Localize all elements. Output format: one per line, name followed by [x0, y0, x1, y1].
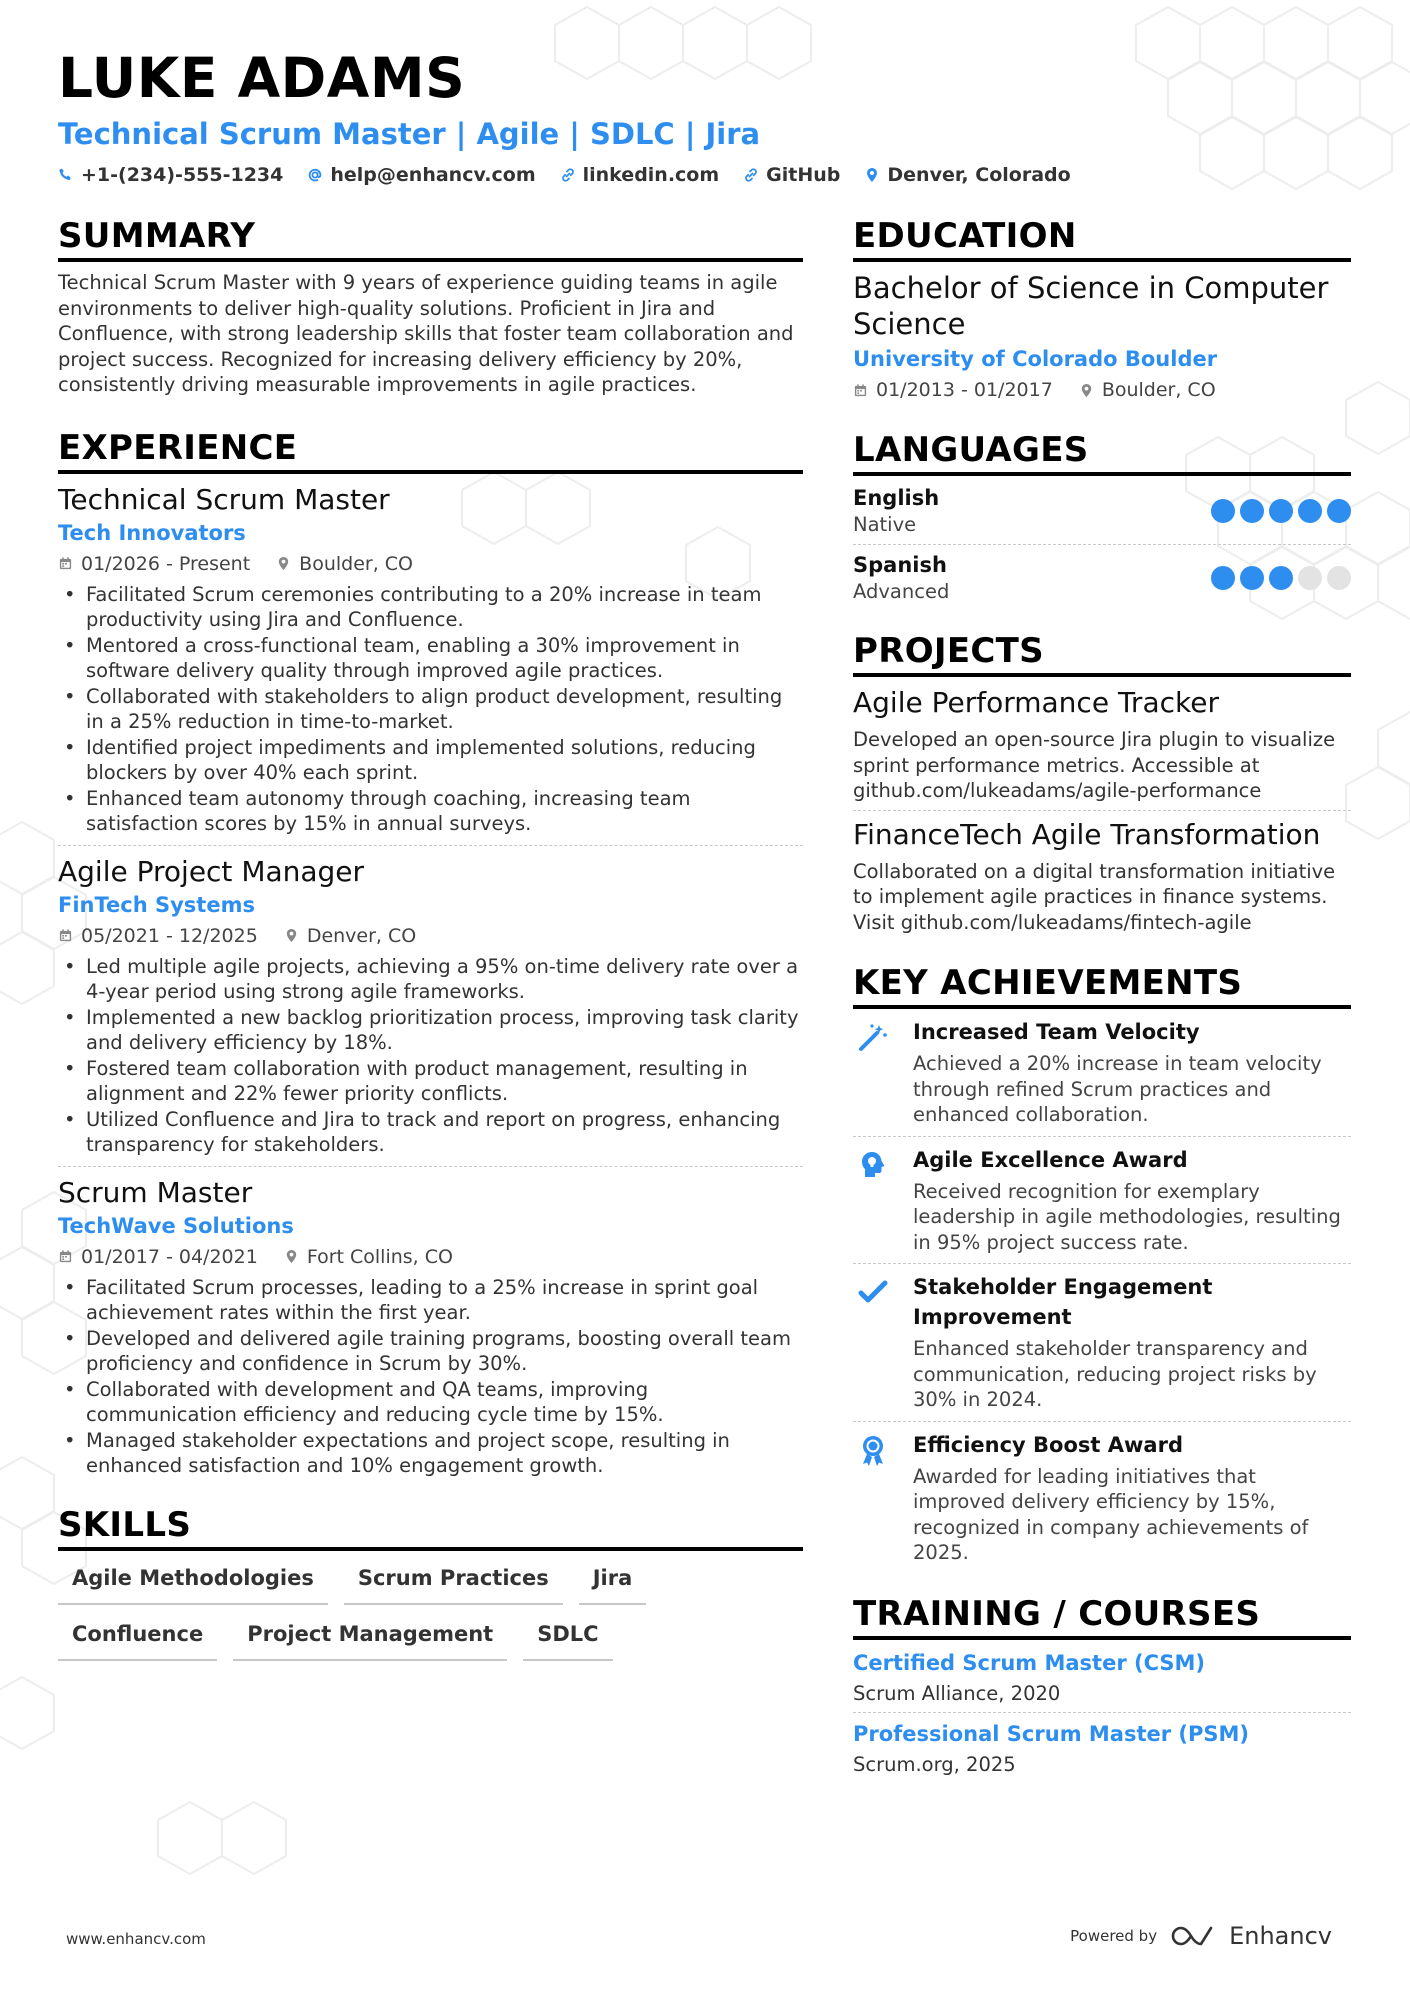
language-item [853, 551, 1351, 605]
candidate-headline: Technical Scrum Master | Agile | SDLC | Jira [58, 117, 761, 151]
candidate-name: LUKE ADAMS [58, 46, 466, 110]
contact-phone[interactable] [58, 164, 283, 186]
job-title: Scrum Master [58, 1175, 253, 1209]
language-rating [1211, 566, 1351, 590]
summary-section [58, 214, 803, 398]
course-title: Certified Scrum Master (CSM) [853, 1650, 1206, 1675]
contact-email[interactable] [307, 164, 535, 186]
at-icon [307, 167, 323, 183]
left-column [58, 214, 803, 1661]
project-description: Developed an open-source Jira plugin to visualize sprint performance metrics. Accessible at github.com/lukeadams/agile-performance [853, 728, 1336, 802]
job-entry [58, 854, 803, 1158]
achievement-item [853, 1017, 1351, 1128]
project-item [853, 817, 1351, 936]
job-dates-text: 01/2017 - 04/2021 [81, 1245, 258, 1268]
training-section [853, 1592, 1351, 1779]
divider [853, 810, 1351, 811]
summary-text: Technical Scrum Master with 9 years of experience guiding teams in agile environments to deliver high-quality solutions. Proficient in Jira and Confluence, with strong leadership skills that foster team collaboration and project success. Recognized for increasing delivery efficiency by 20%, consistently driving measurable improvements in agile practices. [58, 271, 794, 396]
job-bullets [58, 954, 803, 1158]
education-dates-text: 01/2013 - 01/2017 [876, 379, 1053, 401]
project-title: FinanceTech Agile Transformation [853, 817, 1321, 851]
contact-linkedin[interactable] [560, 164, 720, 186]
divider [853, 1136, 1351, 1137]
divider [58, 845, 803, 846]
right-column [853, 214, 1351, 1779]
contact-linkedin-text: linkedin.com [582, 164, 720, 186]
languages-section [853, 428, 1351, 605]
job-dates [58, 550, 250, 578]
footer-branding[interactable] [1070, 1922, 1332, 1950]
education-heading: EDUCATION [853, 214, 1351, 262]
skill-tag: Project Management [233, 1619, 507, 1661]
achievement-title: Stakeholder Engagement Improvement [913, 1275, 1213, 1329]
education-location [1079, 376, 1216, 404]
skill-tag: Scrum Practices [344, 1563, 563, 1605]
rating-dot [1240, 499, 1264, 523]
achievement-icon-wrap [853, 1430, 893, 1566]
job-title: Agile Project Manager [58, 854, 365, 888]
skill-tag: Confluence [58, 1619, 217, 1661]
job-location [284, 922, 416, 950]
head-lightbulb-icon [857, 1149, 889, 1181]
job-location [284, 1243, 453, 1271]
job-entry [58, 1175, 803, 1479]
achievement-title: Agile Excellence Award [913, 1147, 1188, 1172]
job-dates-text: 01/2026 - Present [81, 552, 251, 575]
job-bullet: • Utilized Confluence and Jira to track and report on progress, enhancing transparency for stakeholders. [58, 1107, 803, 1158]
job-dates [58, 1243, 258, 1271]
phone-icon [58, 167, 74, 183]
contact-location-text: Denver, Colorado [887, 164, 1071, 186]
experience-section [58, 426, 803, 1479]
job-bullet: • Facilitated Scrum ceremonies contributing to a 20% increase in team productivity using Jira and Confluence. [58, 582, 803, 633]
job-bullet: • Developed and delivered agile training programs, boosting overall team proficiency and confidence in Scrum by 30%. [58, 1326, 803, 1377]
achievement-item [853, 1430, 1351, 1566]
rating-dot [1269, 499, 1293, 523]
achievement-icon-wrap [853, 1272, 893, 1413]
job-bullets [58, 582, 803, 837]
divider [853, 544, 1351, 545]
education-dates [853, 376, 1053, 404]
achievement-title: Efficiency Boost Award [913, 1432, 1183, 1457]
course-item [853, 1719, 1351, 1779]
location-pin-icon [284, 1249, 299, 1264]
job-bullet: • Collaborated with development and QA teams, improving communication efficiency and reducing cycle time by 15%. [58, 1377, 803, 1428]
job-bullet: • Facilitated Scrum processes, leading to a 25% increase in sprint goal achievement rates within the first year. [58, 1275, 803, 1326]
divider [853, 1712, 1351, 1713]
education-section [853, 214, 1351, 404]
training-heading: TRAINING / COURSES [853, 1592, 1351, 1640]
achievement-item [853, 1145, 1351, 1256]
job-dates-text: 05/2021 - 12/2025 [81, 924, 258, 947]
achievement-description: Enhanced stakeholder transparency and communication, reducing project risks by 30% in 2024. [913, 1337, 1317, 1411]
job-bullet: • Managed stakeholder expectations and project scope, resulting in enhanced satisfaction and 10% engagement growth. [58, 1428, 803, 1479]
job-bullet: • Mentored a cross-functional team, enabling a 30% improvement in software delivery quality through improved agile practices. [58, 633, 803, 684]
footer-website[interactable]: www.enhancv.com [66, 1930, 206, 1948]
skills-heading: SKILLS [58, 1503, 803, 1551]
job-meta [58, 1243, 803, 1271]
rating-dot [1211, 566, 1235, 590]
achievement-description: Awarded for leading initiatives that improved delivery efficiency by 15%, recognized in company achievements of 2025. [913, 1464, 1309, 1564]
education-degree: Bachelor of Science in Computer Science [853, 271, 1329, 341]
location-pin-icon [276, 556, 291, 571]
job-location [276, 550, 413, 578]
job-location-text: Boulder, CO [299, 552, 413, 575]
education-meta [853, 376, 1351, 404]
job-meta [58, 922, 803, 950]
language-item [853, 484, 1351, 538]
job-bullet: • Enhanced team autonomy through coaching, increasing team satisfaction scores by 15% in annual surveys. [58, 786, 803, 837]
education-school: University of Colorado Boulder [853, 347, 1218, 371]
job-bullet: • Identified project impediments and implemented solutions, reducing blockers by over 40% each sprint. [58, 735, 803, 786]
calendar-icon [58, 928, 73, 943]
location-pin-icon [1079, 383, 1094, 398]
contact-github[interactable] [743, 164, 840, 186]
checkmark-icon [857, 1276, 889, 1308]
rating-dot [1211, 499, 1235, 523]
job-entry [58, 482, 803, 837]
contact-github-text: GitHub [766, 164, 841, 186]
language-level: Advanced [853, 580, 950, 603]
job-bullet: • Fostered team collaboration with product management, resulting in alignment and 22% fewer priority conflicts. [58, 1056, 803, 1107]
job-location-text: Fort Collins, CO [306, 1245, 453, 1268]
project-title: Agile Performance Tracker [853, 686, 1219, 719]
course-provider: Scrum Alliance, 2020 [853, 1681, 1061, 1705]
course-title: Professional Scrum Master (PSM) [853, 1721, 1250, 1746]
language-rating [1211, 499, 1351, 523]
contact-email-text: help@enhancv.com [330, 164, 536, 186]
job-company: Tech Innovators [58, 520, 246, 545]
link-icon [560, 167, 576, 183]
language-level: Native [853, 513, 917, 536]
powered-by-label: Powered by [1070, 1927, 1158, 1945]
skill-tag: SDLC [523, 1619, 612, 1661]
resume-header [58, 44, 1358, 186]
contact-bar [58, 164, 1358, 186]
job-dates [58, 922, 258, 950]
summary-heading: SUMMARY [58, 214, 803, 262]
contact-phone-text: +1-(234)-555-1234 [81, 164, 284, 186]
job-company: FinTech Systems [58, 892, 255, 917]
job-location-text: Denver, CO [306, 924, 417, 947]
languages-heading: LANGUAGES [853, 428, 1351, 476]
experience-heading: EXPERIENCE [58, 426, 803, 474]
divider [853, 1263, 1351, 1264]
achievements-section [853, 961, 1351, 1566]
language-name: English [853, 486, 940, 510]
achievement-icon-wrap [853, 1145, 893, 1256]
job-bullet: • Implemented a new backlog prioritization process, improving task clarity and delivery efficiency by 18%. [58, 1005, 803, 1056]
award-ribbon-icon [857, 1434, 889, 1468]
course-provider: Scrum.org, 2025 [853, 1752, 1016, 1776]
contact-location [864, 164, 1070, 186]
job-bullets [58, 1275, 803, 1479]
rating-dot [1269, 566, 1293, 590]
rating-dot [1327, 499, 1351, 523]
achievement-icon-wrap [853, 1017, 893, 1128]
divider [58, 1166, 803, 1167]
achievement-description: Achieved a 20% increase in team velocity through refined Scrum practices and enhanced collaboration. [913, 1052, 1322, 1126]
enhancv-logo-icon [1171, 1924, 1215, 1948]
location-pin-icon [864, 167, 880, 183]
magic-wand-icon [857, 1021, 889, 1053]
calendar-icon [853, 383, 868, 398]
rating-dot [1298, 499, 1322, 523]
rating-dot [1298, 566, 1322, 590]
course-item [853, 1648, 1351, 1708]
job-meta [58, 550, 803, 578]
project-description: Collaborated on a digital transformation initiative to implement agile practices in finance systems. Visit github.com/lukeadams/fintech-agile [853, 859, 1336, 934]
projects-section [853, 629, 1351, 935]
divider [853, 1421, 1351, 1422]
skills-section [58, 1503, 803, 1661]
link-icon [743, 167, 759, 183]
achievement-description: Received recognition for exemplary leadership in agile methodologies, resulting in 95% project success rate. [913, 1179, 1341, 1254]
achievement-title: Increased Team Velocity [913, 1020, 1200, 1044]
rating-dot [1240, 566, 1264, 590]
job-bullet: • Led multiple agile projects, achieving a 95% on-time delivery rate over a 4-year period using strong agile frameworks. [58, 954, 803, 1005]
language-name: Spanish [853, 553, 947, 577]
job-title: Technical Scrum Master [58, 482, 390, 516]
projects-heading: PROJECTS [853, 629, 1351, 677]
job-company: TechWave Solutions [58, 1213, 294, 1238]
skill-tag: Agile Methodologies [58, 1563, 328, 1605]
calendar-icon [58, 1249, 73, 1264]
location-pin-icon [284, 928, 299, 943]
skill-tag: Jira [579, 1563, 647, 1605]
achievement-item [853, 1272, 1351, 1413]
rating-dot [1327, 566, 1351, 590]
calendar-icon [58, 556, 73, 571]
enhancv-brand: Enhancv [1229, 1922, 1332, 1950]
education-location-text: Boulder, CO [1101, 379, 1216, 401]
job-bullet: • Collaborated with stakeholders to align product development, resulting in a 25% reduction in time-to-market. [58, 684, 803, 735]
skills-list [58, 1563, 803, 1661]
achievements-heading: KEY ACHIEVEMENTS [853, 961, 1351, 1009]
project-item [853, 685, 1351, 804]
